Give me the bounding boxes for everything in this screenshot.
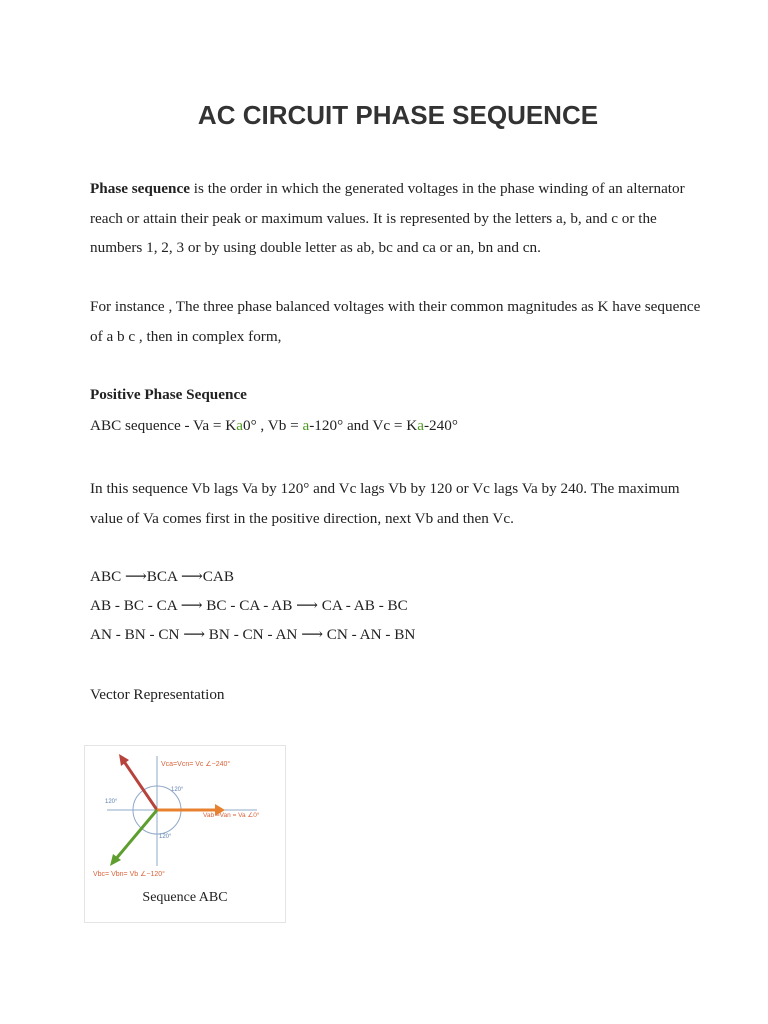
abc-line-angle-symbol-3: a (417, 417, 424, 434)
figure-caption: Sequence ABC (142, 890, 228, 905)
abc-sequence-line (90, 416, 458, 436)
vb-label: Vbc= Vbn= Vb ∠−120° (93, 871, 165, 878)
vector-representation-heading: Vector Representation (90, 686, 225, 703)
angle-label-left: 120° (105, 799, 118, 805)
angle-label-bottom: 120° (159, 834, 172, 840)
abc-line-angle-symbol-1: a (236, 417, 243, 434)
positive-sequence-heading: Positive Phase Sequence (90, 386, 247, 403)
sequence-line: AB - BC - CA ⟶ BC - CA - AB ⟶ CA - AB - BC (90, 597, 408, 614)
instance-paragraph: For instance , The three phase balanced voltages with their common magnitudes as K have sequence of a b c , then in complex form, (90, 298, 701, 345)
intro-paragraph (90, 174, 710, 263)
angle-label-top: 120° (171, 787, 184, 793)
vb-phasor (115, 810, 157, 860)
sequence-line: AN - BN - CN ⟶ BN - CN - AN ⟶ CN - AN - BN (90, 626, 416, 643)
page-title: AC CIRCUIT PHASE SEQUENCE (197, 100, 599, 130)
lag-paragraph: In this sequence Vb lags Va by 120° and Vc lags Vb by 120 or Vc lags Va by 240. The maximum value of Va comes first in the positive direction, next Vb and then Vc. (90, 480, 680, 527)
sequence-line: ABC ⟶BCA ⟶CAB (90, 568, 234, 585)
intro-text: is the order in which the generated voltages in the phase winding of an alternator reach or attain their peak or maximum values. It is represented by the letters a, b, and c or the numbers 1, 2, 3 or by using double letter as ab, bc and ca or an, bn and cn. (90, 180, 685, 256)
abc-line-part1: ABC sequence - Va = K (90, 417, 237, 434)
abc-line-part2: 0° , Vb = (242, 417, 303, 434)
vc-label: Vca=Vcn= Vc ∠−240° (161, 761, 231, 768)
va-label: Vab =Van = Va ∠0° (203, 812, 260, 819)
abc-line-angle-symbol-2: a (302, 417, 310, 434)
vc-phasor (123, 760, 157, 810)
abc-line-part3: -120° and Vc = K (309, 417, 418, 434)
phasor-diagram-figure (84, 745, 286, 923)
abc-line-part4: -240° (423, 417, 458, 434)
intro-term: Phase sequence (90, 180, 190, 197)
